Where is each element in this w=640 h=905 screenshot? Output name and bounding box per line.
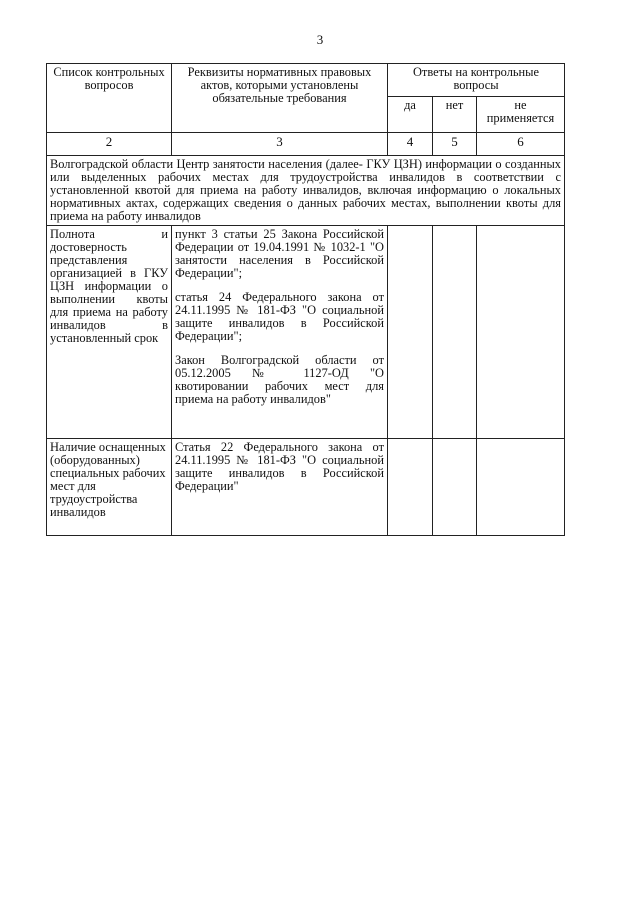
column-number: 4 [388,133,433,156]
question-cell: Полнота и достоверность представления организацией в ГКУ ЦЗН информации о выполнении квоты для приема на работу инвалидов в установленный срок [47,226,172,439]
answer-no-cell[interactable] [433,226,477,439]
column-number: 6 [477,133,565,156]
header-not-applicable: не применяется [477,97,565,133]
continuation-question-text: Волгоградской области Центр занятости населения (далее- ГКУ ЦЗН) информации о созданных или выделенных рабочих местах для трудоустройства инвалидов в соответствии с установленной квотой для приема на работу инвалидов, включая информацию о локальных нормативных актах, содержащих сведения о данных рабочих местах, выполнении квоты для приема на работу инвалидов [47,156,565,226]
legal-act-text: пункт 3 статьи 25 Закона Российской Федерации от 19.04.1991 № 1032-1 "О занятости населения в Российской Федерации"; [175,227,384,280]
legal-act-text: Статья 22 Федерального закона от 24.11.1995 № 181-ФЗ "О социальной защите инвалидов в Российской Федерации" [175,440,384,493]
header-yes: да [388,97,433,133]
header-questions-list: Список контрольных вопросов [47,64,172,133]
header-no: нет [433,97,477,133]
header-legal-acts: Реквизиты нормативных правовых актов, которыми установлены обязательные требования [172,64,388,133]
table-row [47,439,565,536]
control-questions-table [46,63,565,536]
legal-act-text: статья 24 Федерального закона от 24.11.1995 № 181-ФЗ "О социальной защите инвалидов в Российской Федерации"; [175,290,384,343]
page-number: 3 [316,32,324,47]
column-number: 2 [47,133,172,156]
legal-act-text: Закон Волгоградской области от 05.12.2005 № 1127-ОД "О квотировании рабочих мест для приема на работу инвалидов" [175,353,384,406]
table-row [47,226,565,439]
column-number: 3 [172,133,388,156]
answer-yes-cell[interactable] [388,226,433,439]
answer-na-cell[interactable] [477,226,565,439]
answer-na-cell[interactable] [477,439,565,536]
column-number: 5 [433,133,477,156]
header-answers: Ответы на контрольные вопросы [388,64,565,97]
legal-acts-cell [172,226,388,439]
legal-acts-cell [172,439,388,536]
answer-no-cell[interactable] [433,439,477,536]
question-cell: Наличие оснащенных (оборудованных) специальных рабочих мест для трудоустройства инвалидов [47,439,172,536]
answer-yes-cell[interactable] [388,439,433,536]
